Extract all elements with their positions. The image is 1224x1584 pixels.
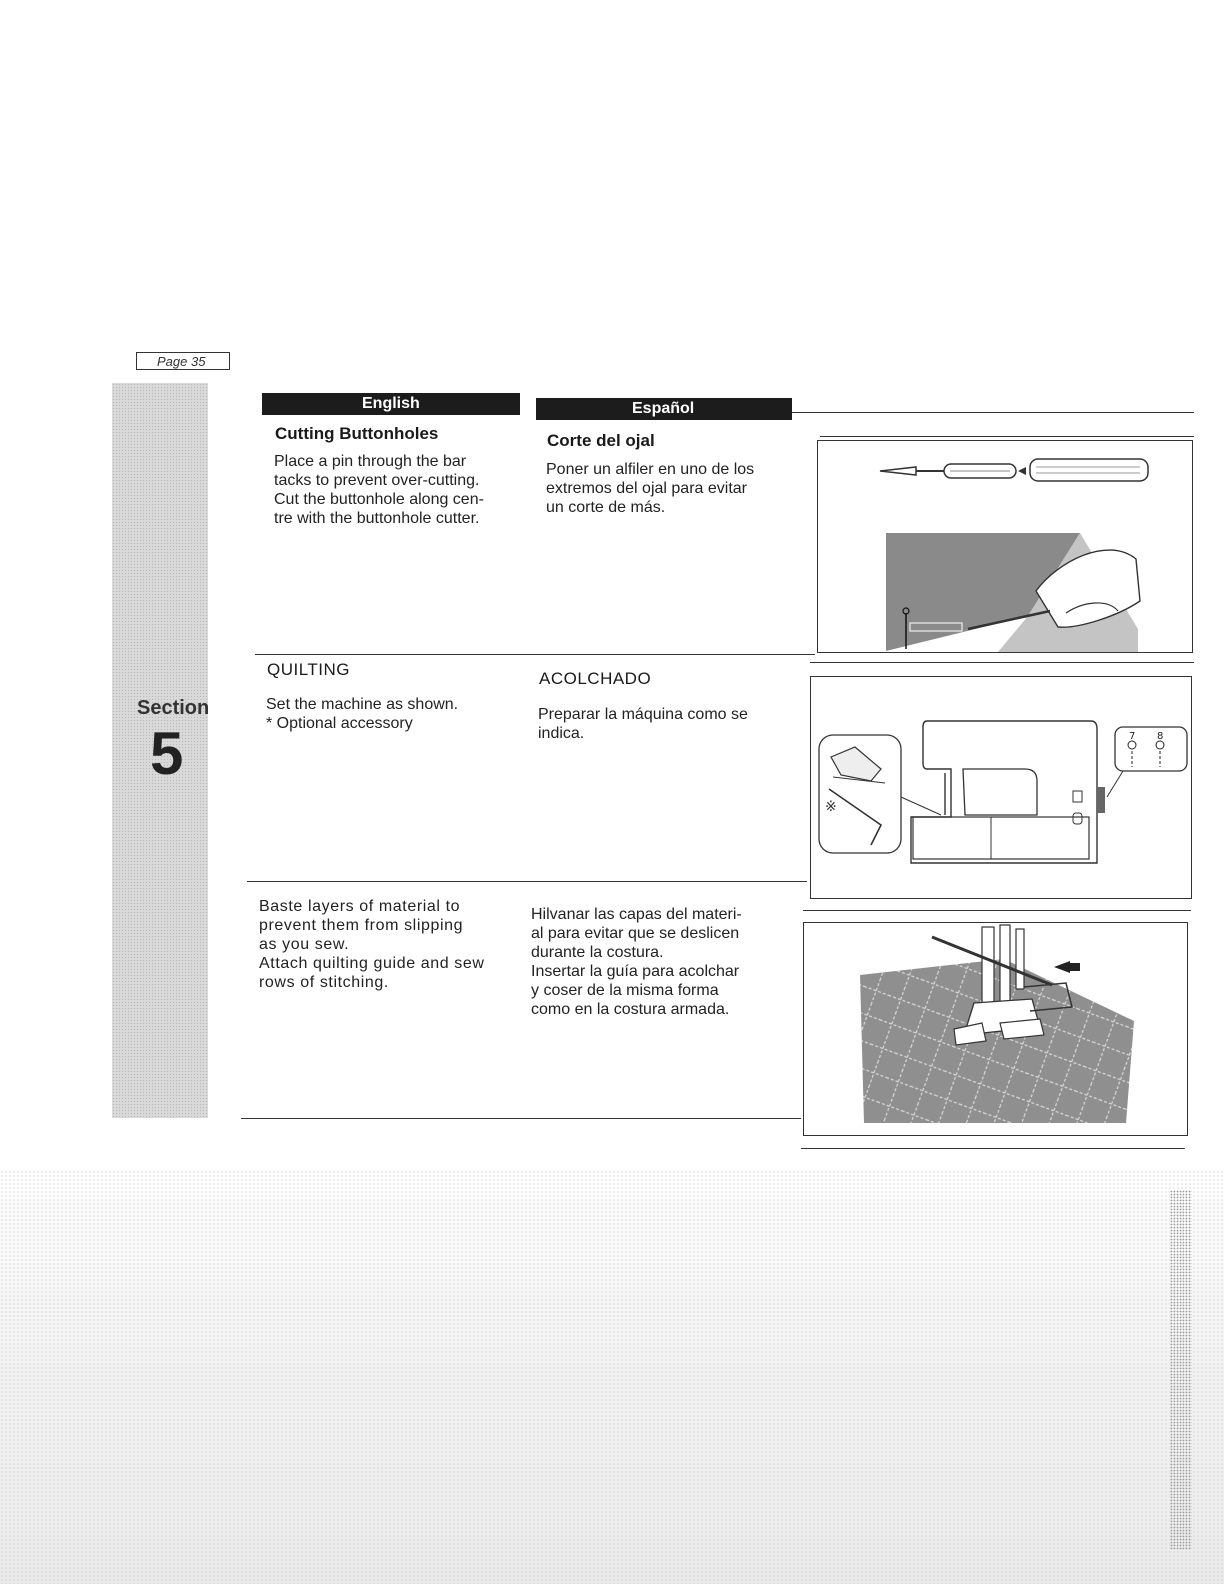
cutting-body-en: Place a pin through the bar tacks to prevent over-cutting. Cut the buttonhole along cen- tre with the buttonhole cutter. [274, 453, 484, 527]
header-rule-2 [820, 436, 1194, 437]
quilting-guide-illustration [803, 922, 1188, 1136]
svg-text:※: ※ [825, 799, 837, 815]
baste-divider-2 [801, 1148, 1185, 1149]
page-number-label: Page 35 [136, 352, 230, 370]
baste-divider [241, 1118, 801, 1119]
machine-setup-illustration [810, 676, 1192, 899]
quilting-divider [247, 881, 807, 882]
cutting-divider [255, 654, 815, 655]
header-rule [792, 412, 1194, 413]
section-number: 5 [150, 720, 184, 787]
cutting-divider-2 [810, 662, 1194, 663]
buttonhole-cutter-illustration [817, 440, 1193, 653]
buttonhole-cutter-drawing [818, 441, 1192, 652]
scan-noise-band [0, 1170, 1224, 1584]
baste-body-en: Baste layers of material to prevent them from slipping as you sew. Attach quilting guide and sew rows of stitching. [259, 898, 485, 991]
quilting-body-es: Preparar la máquina como se indica. [538, 706, 748, 742]
quilting-body-en: Set the machine as shown. * Optional accessory [266, 696, 459, 732]
scan-edge-noise [1170, 1190, 1192, 1550]
dial-label-8: 8 [1157, 731, 1164, 742]
cutting-body-es: Poner un alfiler en uno de los extremos del ojal para evitar un corte de más. [546, 461, 755, 516]
quilting-title-es: ACOLCHADO [539, 669, 652, 688]
sewing-machine-drawing [811, 677, 1191, 898]
dial-label-7: 7 [1129, 731, 1136, 742]
quilting-title-en: QUILTING [267, 660, 351, 679]
cutting-title-es: Corte del ojal [547, 431, 655, 450]
cutting-title-en: Cutting Buttonholes [275, 424, 439, 443]
spanish-header: Español [536, 398, 792, 420]
english-header: English [262, 393, 520, 415]
section-label: Section [137, 697, 210, 719]
baste-body-es: Hilvanar las capas del materi- al para evitar que se deslicen durante la costura. Insertar la guía para acolchar y coser de la misma forma como en la costura armada. [531, 906, 742, 1018]
quilting-divider-2 [803, 910, 1191, 911]
quilting-guide-drawing [804, 923, 1187, 1135]
